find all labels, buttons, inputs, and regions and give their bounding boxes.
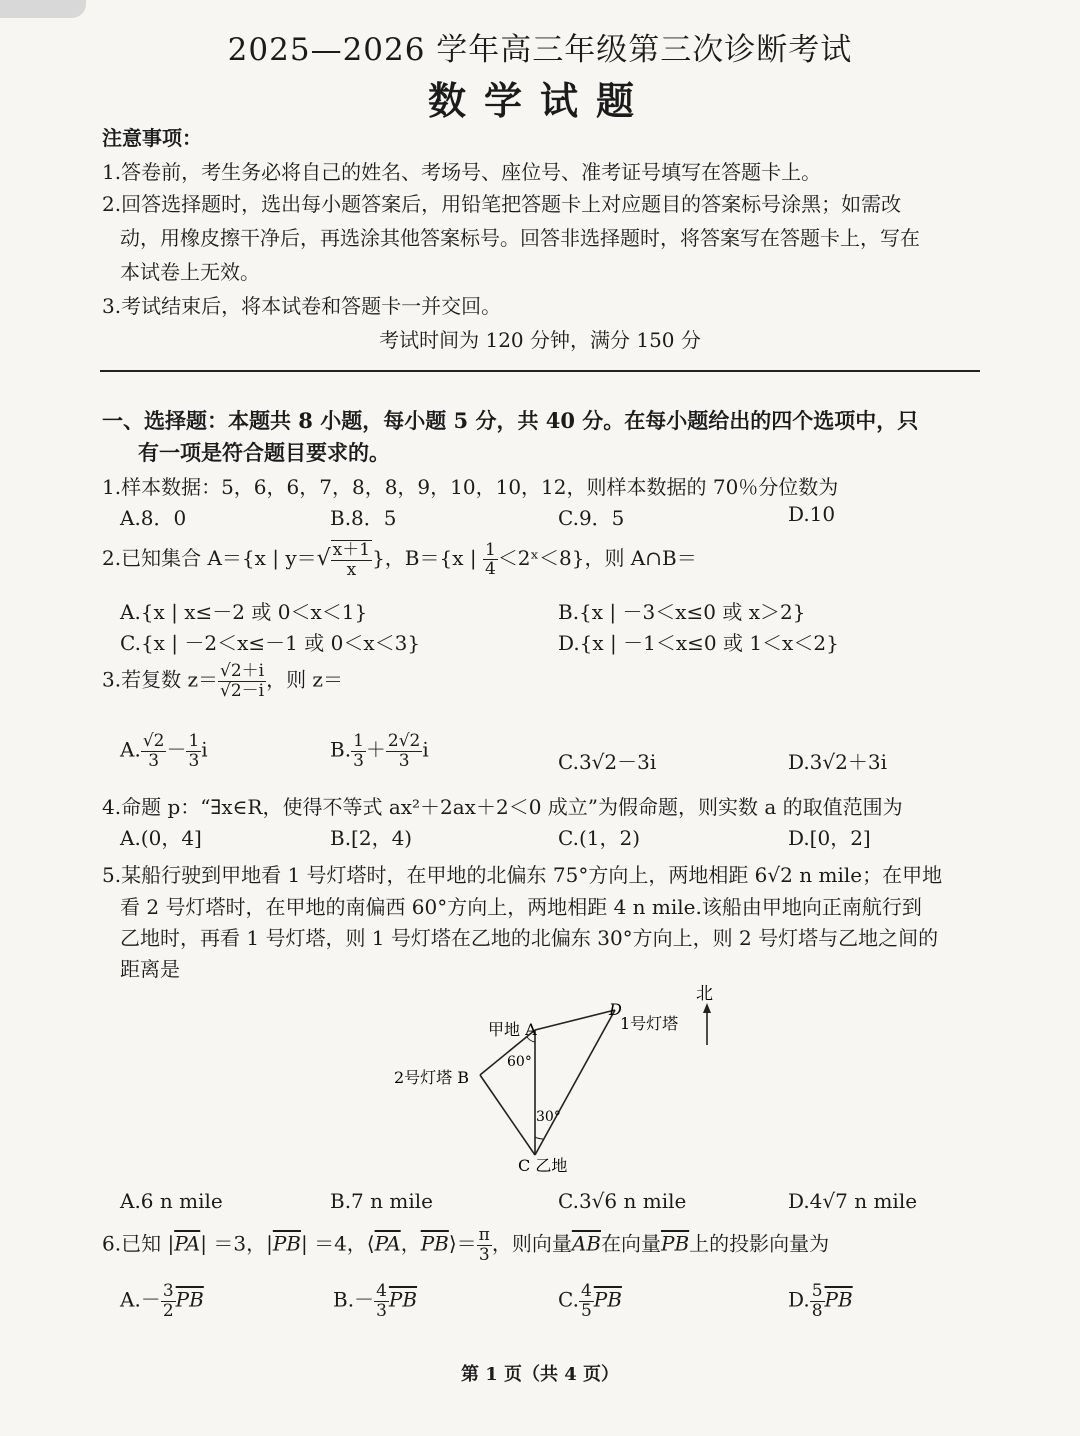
label-d-name: 1号灯塔 bbox=[620, 1014, 679, 1033]
q4-option-b: B.[2，4) bbox=[330, 826, 413, 850]
q6-a-frac bbox=[161, 1282, 176, 1320]
q6-post: 上的投影向量为 bbox=[689, 1231, 830, 1256]
q3-a-den-1: 3 bbox=[148, 750, 160, 771]
q3-stem-pre: 3.若复数 z＝ bbox=[102, 667, 218, 692]
q2-stem-pre: 2.已知集合 A＝{x | y＝ bbox=[102, 546, 317, 571]
label-c: C 乙地 bbox=[518, 1156, 568, 1175]
q2-stem-mid: }，B＝{x | bbox=[372, 546, 483, 571]
q5-stem-line-4: 距离是 bbox=[120, 957, 180, 981]
sqrt-sign: √ bbox=[316, 546, 331, 572]
q5-stem-line-1: 5.某船行驶到甲地看 1 号灯塔时，在甲地的北偏东 75°方向上，两地相距 6√2 n mile；在甲地 bbox=[102, 863, 943, 887]
q2-frac-numerator: 1 bbox=[484, 539, 496, 560]
q5-option-b: B.7 n mile bbox=[330, 1189, 433, 1213]
q6-vector-pb: $\overline{PB}$ bbox=[272, 1231, 301, 1256]
subject-title: 数学试题 bbox=[427, 78, 652, 123]
q6-a-den: 2 bbox=[162, 1300, 174, 1321]
q6-mid-5: 在向量 bbox=[600, 1231, 661, 1256]
q6-c-frac bbox=[579, 1282, 594, 1320]
section-heading-line-1: 一、选择题：本题共 8 小题，每小题 5 分，共 40 分。在每小题给出的四个选项中，只 bbox=[102, 408, 919, 433]
q6-d-frac bbox=[810, 1282, 825, 1320]
q2-stem-post: ＜2ˣ＜8}，则 A∩B＝ bbox=[497, 546, 697, 571]
north-arrow-icon bbox=[703, 1003, 711, 1013]
exam-time: 考试时间为 120 分钟，满分 150 分 bbox=[379, 328, 701, 352]
angle-arc-c bbox=[535, 1137, 543, 1139]
q5-stem-line-2: 看 2 号灯塔时，在甲地的南偏西 60°方向上，两地相距 4 n mile.该船由甲地向正南航行到 bbox=[120, 895, 922, 919]
angle-a-label: 60° bbox=[507, 1054, 532, 1070]
q5-option-d: D.4√7 n mile bbox=[788, 1189, 918, 1213]
q6-a-num: 3 bbox=[162, 1281, 174, 1301]
q5-stem-line-3: 乙地时，再看 1 号灯塔，则 1 号灯塔在乙地的北偏东 30°方向上，则 2 号灯塔与乙地之间的 bbox=[120, 926, 939, 950]
q3-stem bbox=[102, 662, 343, 700]
q6-d-den: 8 bbox=[811, 1300, 823, 1321]
q6-mid-1: | ＝3，| bbox=[200, 1231, 273, 1256]
page-footer: 第 1 页（共 4 页） bbox=[460, 1364, 620, 1385]
q5-option-c: C.3√6 n mile bbox=[558, 1189, 687, 1213]
q6-a-vector: $\overline{PB}$ bbox=[175, 1287, 204, 1312]
q5-option-a: A.6 n mile bbox=[120, 1189, 223, 1213]
q3-a-num-2: 1 bbox=[188, 731, 200, 751]
q3-option-c: C.3√2－3i bbox=[558, 750, 657, 774]
corner-tab bbox=[0, 0, 86, 18]
q6-a-label: A.－ bbox=[120, 1287, 161, 1312]
label-d: D bbox=[609, 1000, 622, 1019]
q6-c-label: C. bbox=[558, 1287, 579, 1312]
q3-b-num-2: 2√2 bbox=[387, 731, 421, 751]
q6-option-b bbox=[333, 1282, 417, 1320]
q6-mid-4: ，则向量 bbox=[491, 1231, 572, 1256]
q6-d-vector: $\overline{PB}$ bbox=[824, 1287, 853, 1312]
q6-pi-den: 3 bbox=[478, 1244, 490, 1265]
q3-a-op: － bbox=[166, 737, 187, 762]
q3-a-label: A. bbox=[120, 737, 141, 762]
q6-option-a bbox=[120, 1282, 204, 1320]
q1-option-c: C.9．5 bbox=[558, 506, 625, 530]
q6-comma: ， bbox=[400, 1231, 421, 1256]
q3-b-den-1: 3 bbox=[353, 750, 364, 771]
q3-b-num-1: 1 bbox=[353, 731, 364, 751]
q1-option-d: D.10 bbox=[788, 502, 836, 526]
north-label: 北 bbox=[696, 984, 713, 1004]
segment-ad bbox=[535, 1010, 615, 1030]
q1-stem: 1.样本数据：5，6，6，7，8，8，9，10，10，12，则样本数据的 70％分位数为 bbox=[102, 475, 839, 499]
q6-c-vector: $\overline{PB}$ bbox=[593, 1287, 622, 1312]
q3-option-a bbox=[120, 732, 208, 770]
lighthouse-diagram bbox=[380, 975, 740, 1180]
q3-b-frac-1 bbox=[351, 732, 366, 770]
q3-a-num-1: √2 bbox=[142, 731, 165, 751]
q6-c-den: 5 bbox=[580, 1300, 592, 1321]
q6-vector-pb-3: $\overline{PB}$ bbox=[660, 1231, 690, 1256]
q4-option-d: D.[0，2] bbox=[788, 826, 871, 850]
notice-item-2-line-3: 本试卷上无效。 bbox=[120, 260, 260, 284]
q6-b-label: B.－ bbox=[333, 1287, 375, 1312]
divider bbox=[100, 370, 980, 372]
q6-option-c bbox=[558, 1282, 622, 1320]
q3-option-d: D.3√2＋3i bbox=[788, 750, 887, 774]
q6-b-vector: $\overline{PB}$ bbox=[388, 1287, 418, 1312]
segment-bc bbox=[480, 1075, 535, 1155]
q3-b-label: B. bbox=[330, 737, 352, 762]
q2-sqrt-fraction bbox=[331, 540, 372, 579]
q3-a-den-2: 3 bbox=[188, 750, 200, 771]
q6-pi-num: π bbox=[478, 1225, 490, 1245]
q6-stem bbox=[102, 1226, 829, 1264]
q3-b-tail: i bbox=[422, 737, 429, 762]
q6-vector-ab: $\overline{AB}$ bbox=[571, 1231, 601, 1256]
q6-d-label: D. bbox=[788, 1287, 810, 1312]
q2-option-c: C.{x | －2＜x≤－1 或 0＜x＜3} bbox=[120, 631, 421, 655]
q1-option-b: B.8．5 bbox=[330, 506, 397, 530]
q6-d-num: 5 bbox=[811, 1281, 823, 1301]
q4-option-c: C.(1，2) bbox=[558, 826, 641, 850]
q4-option-a: A.(0，4] bbox=[120, 826, 202, 850]
q6-b-num: 4 bbox=[376, 1281, 387, 1301]
q2-fraction bbox=[483, 541, 498, 579]
q6-option-d bbox=[788, 1282, 853, 1320]
q6-vector-pb-2: $\overline{PB}$ bbox=[420, 1231, 449, 1256]
q2-option-a: A.{x | x≤－2 或 0＜x＜1} bbox=[120, 600, 368, 624]
q3-denominator: √2－i bbox=[219, 680, 265, 701]
q3-option-b bbox=[330, 732, 429, 770]
q6-mid-2: | ＝4，⟨ bbox=[300, 1231, 375, 1256]
q2-option-b: B.{x | －3＜x≤0 或 x＞2} bbox=[558, 600, 806, 624]
q6-vector-pa-2: $\overline{PA}$ bbox=[374, 1231, 401, 1256]
q3-b-den-2: 3 bbox=[398, 750, 410, 771]
section-heading-line-2: 有一项是符合题目要求的。 bbox=[138, 440, 390, 465]
q3-b-op: ＋ bbox=[365, 737, 386, 762]
exam-title: 2025—2026 学年高三年级第三次诊断考试 bbox=[227, 32, 853, 68]
q2-stem bbox=[102, 540, 697, 579]
q6-b-frac bbox=[374, 1282, 389, 1320]
q6-mid-3: ⟩＝ bbox=[448, 1231, 477, 1256]
q4-stem: 4.命题 p：“∃x∈R，使得不等式 ax²＋2ax＋2＜0 成立”为假命题，则实数 a 的取值范围为 bbox=[102, 795, 903, 819]
q6-c-num: 4 bbox=[580, 1281, 592, 1301]
q3-fraction bbox=[218, 662, 266, 700]
q3-numerator: √2＋i bbox=[219, 661, 265, 681]
q6-b-den: 3 bbox=[376, 1300, 387, 1321]
notice-item-3: 3.考试结束后，将本试卷和答题卡一并交回。 bbox=[102, 294, 502, 318]
q3-a-tail: i bbox=[201, 737, 208, 762]
notice-item-1: 1.答卷前，考生务必将自己的姓名、考场号、座位号、准考证号填写在答题卡上。 bbox=[102, 160, 822, 184]
label-a: 甲地 A bbox=[488, 1020, 537, 1039]
q2-sqrt-numerator: x＋1 bbox=[332, 540, 371, 560]
q6-pre: 6.已知 | bbox=[102, 1231, 175, 1256]
q3-a-frac-2 bbox=[186, 732, 201, 770]
q3-a-frac-1 bbox=[141, 732, 167, 770]
notice-heading: 注意事项： bbox=[102, 126, 202, 150]
q6-vector-pa: $\overline{PA}$ bbox=[174, 1231, 201, 1256]
q3-b-frac-2 bbox=[386, 732, 422, 770]
q3-stem-post: ，则 z＝ bbox=[266, 667, 343, 692]
q1-option-a: A.8．0 bbox=[120, 506, 187, 530]
notice-item-2-line-1: 2.回答选择题时，选出每小题答案后，用铅笔把答题卡上对应题目的答案标号涂黑；如需改 bbox=[102, 192, 902, 216]
notice-item-2-line-2: 动，用橡皮擦干净后，再选涂其他答案标号。回答非选择题时，将答案写在答题卡上，写在 bbox=[120, 226, 920, 250]
q2-sqrt-denominator: x bbox=[346, 559, 357, 580]
angle-c-label: 30° bbox=[536, 1109, 561, 1125]
q2-frac-denominator: 4 bbox=[484, 559, 496, 580]
segment-dc bbox=[535, 1010, 615, 1155]
q6-pi-fraction bbox=[477, 1226, 492, 1264]
q2-option-d: D.{x | －1＜x≤0 或 1＜x＜2} bbox=[558, 631, 839, 655]
label-b: 2号灯塔 B bbox=[394, 1068, 470, 1087]
